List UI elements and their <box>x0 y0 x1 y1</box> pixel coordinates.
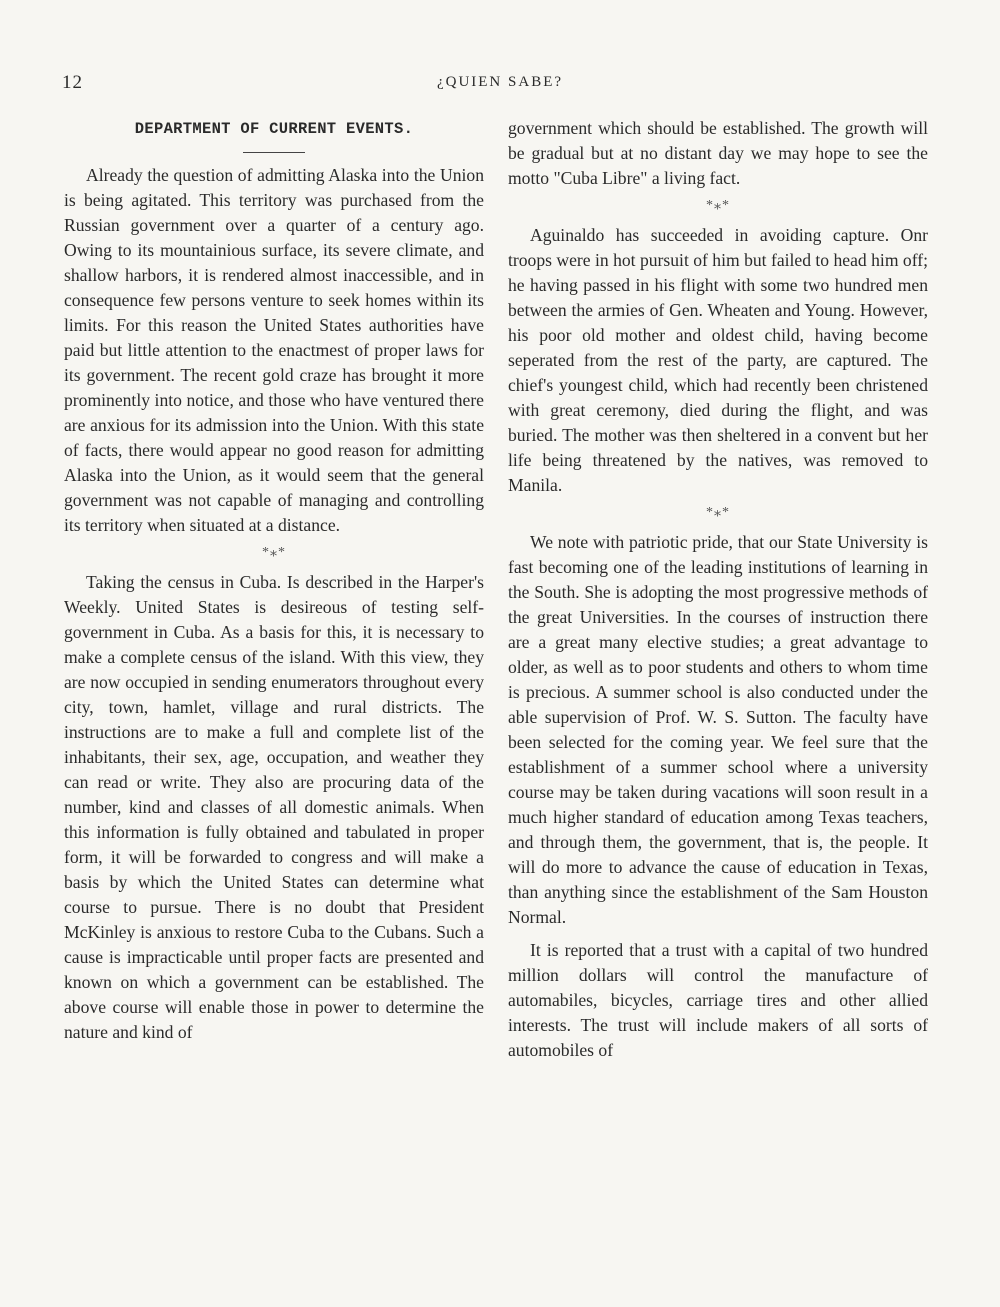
article-cuba-census-continued: government which should be established. The growth will be gradual but at no distant day we may hope to see the motto "Cuba Libre" a living fact. <box>508 118 928 188</box>
section-asterism: *⁎* <box>706 198 730 213</box>
page-number: 12 <box>62 72 83 93</box>
right-column <box>508 116 928 1063</box>
section-asterism: *⁎* <box>706 505 730 520</box>
heading-rule <box>243 152 305 153</box>
department-heading: DEPARTMENT OF CURRENT EVENTS. <box>134 120 414 138</box>
article-cuba-census: Taking the census in Cuba. Is described in the Harper's Weekly. United States is desireous of testing self-government in Cuba. As a basis for this, it is necessary to make a complete census of the island. With this view, they are now occupied in sending enumerators throughout every city, town, hamlet, village and rural districts. The instructions are to make a full and complete list of the inhabitants, their sex, age, occupation, and weather they can read or write. They also are procuring data of the number, kind and classes of all domestic animals. When this information is fully obtained and tabulated in proper form, it will be forwarded to congress and will make a basis by which the United States can determine what course to pursue. There is no doubt that President McKinley is anxious to restore Cuba to the Cubans. Such a cause is impracticable until proper facts are presented and known on which a government can be established. The above course will enable those in power to determine the nature and kind of <box>64 572 484 1042</box>
article-automobile-trust: It is reported that a trust with a capital of two hundred million dollars will control the manufacture of automabiles, bicycles, carriage tires and other allied interests. The trust will include makers of all sorts of automobiles of <box>508 940 928 1060</box>
article-state-university: We note with patriotic pride, that our State University is fast becoming one of the leading institutions of learning in the South. She is adopting the most progressive methods of the great Universities. In the courses of instruction there are a great many elective studies; a great advantage to older, as well as to poor students and others to whom time is precious. A summer school is also conducted under the able supervision of Prof. W. S. Sutton. The faculty have been selected for the coming year. We feel sure that the establishment of a summer school where a university course may be taken during vacations will soon result in a much higher standard of education among Texas teachers, and through them, the government, that is, the people. It will do more to advance the cause of education in Texas, than anything since the establishment of the Sam Houston Normal. <box>508 532 928 927</box>
article-aguinaldo: Aguinaldo has succeeded in avoiding capture. Onr troops were in hot pursuit of him but failed to head him off; he having passed in his flight with some two hundred men between the armies of Gen. Wheaten and Young. However, his poor old mother and oldest child, having become seperated from the rest of the party, are captured. The chief's youngest child, which had recently been christened with great ceremony, died during the flight, and was buried. The mother was then sheltered in a convent but her life being threatened by the natives, was removed to Manila. <box>508 225 928 495</box>
running-head <box>62 72 938 96</box>
left-column <box>64 116 484 1045</box>
article-alaska: Already the question of admitting Alaska into the Union is being agitated. This territory was purchased from the Russian government over a quarter of a century ago. Owing to its mountainious surface, its severe climate, and shallow harbors, it is rendered almost inaccessible, and in consequence few persons venture to seek homes within its limits. For this reason the United States authorities have paid but little attention to the enactmest of proper laws for its government. The recent gold craze has brought it more prominently into notice, and those who have ventured there are anxious for its admission into the Union. With this state of facts, there would appear no good reason for admitting Alaska into the Union, as it would seem that the general government was not capable of managing and controlling its territory when situated at a distance. <box>64 165 484 535</box>
journal-title: ¿QUIEN SABE? <box>436 74 564 90</box>
section-asterism: *⁎* <box>262 545 286 560</box>
